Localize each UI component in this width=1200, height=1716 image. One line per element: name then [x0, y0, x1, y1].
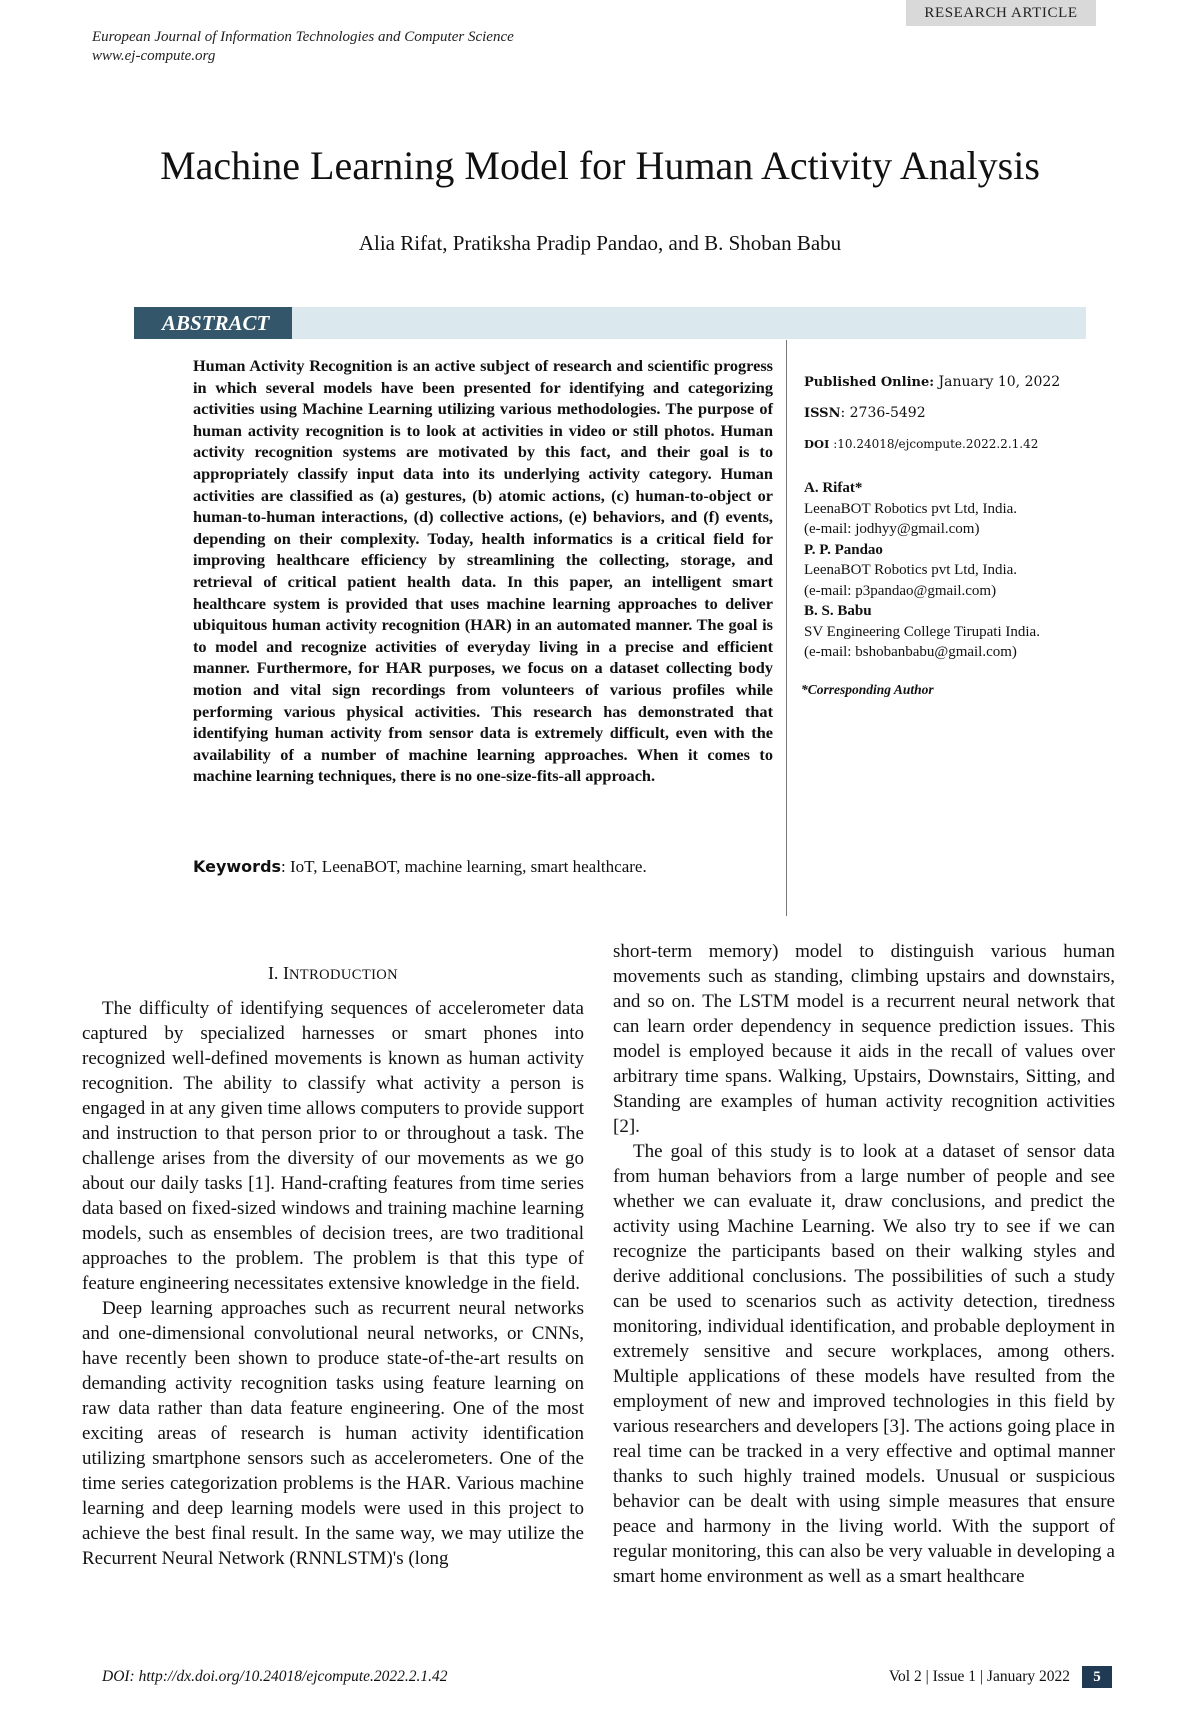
affiliation-org: SV Engineering College Tirupati India.	[804, 623, 1040, 640]
keywords-value: : IoT, LeenaBOT, machine learning, smart healthcare.	[281, 857, 647, 876]
body-paragraph: The goal of this study is to look at a dataset of sensor data from human behaviors from a large number of people and see whether we can evaluate it, draw conclusions, and predict the activity using Machine Learning. We also try to see if we can recognize the participants based on their walking styles and derive additional conclusions. The possibilities of such a study can be used to scenarios such as activity detection, tiredness monitoring, individual identification, and probable deployment in extremely sensitive and secure workplaces, among others. Multiple applications of these models have resulted from the employment of new and improved technologies in this field by various researchers and developers [3]. The actions going place in real time can be tracked in a very effective and optimal manner thanks to such highly trained models. Unusual or suspicious behavior can be dealt with using simple measures that ensure peace and harmony in the living world. With the support of regular monitoring, this can also be very valuable in developing a smart home environment as well as a smart healthcare	[613, 1141, 1115, 1587]
abstract-text: Human Activity Recognition is an active subject of research and scientific progress in which several models have been presented for identifying and categorizing activities using Machine Learning utilizing various methodologies. The purpose of human activity recognition is to look at activities in video or still photos. Human activity recognition systems are motivated by this fact, and their goal is to appropriately classify input data into its underlying activity category. Human activities are classified as (a) gestures, (b) atomic actions, (c) human-to-object or human-to-human interactions, (d) collective actions, (e) behaviors, and (f) events, depending on their complexity. Today, health informatics is a critical field for improving healthcare efficiency by streamlining the collecting, storage, and retrieval of critical patient health data. In this paper, an intelligent smart healthcare system is provided that uses machine learning approaches to deliver ubiquitous human activity recognition (HAR) in an automated manner. The goal is to model and recognize activities of everyday living in a precise and efficient manner. Furthermore, for HAR purposes, we focus on a dataset collecting body motion and vital sign recordings from volunteers of various profiles while performing various physical activities. This research has demonstrated that identifying human activity from sensor data is extremely difficult, even with the availability of a number of machine learning approaches. When it comes to machine learning techniques, there is no one-size-fits-all approach.	[193, 356, 773, 786]
issn	[804, 403, 1104, 424]
journal-url[interactable]: www.ej-compute.org	[92, 48, 216, 64]
published-value: January 10, 2022	[934, 374, 1061, 390]
doi-label: DOI	[804, 437, 830, 451]
published-online	[804, 372, 1104, 393]
doi-value[interactable]: :10.24018/ejcompute.2022.2.1.42	[829, 437, 1039, 451]
footer-doi[interactable]: DOI: http://dx.doi.org/10.24018/ejcompute.2022.2.1.42	[102, 1668, 448, 1685]
page-number: 5	[1082, 1666, 1112, 1688]
affiliation-email[interactable]: (e-mail: p3pandao@gmail.com)	[804, 582, 997, 599]
issn-value: : 2736-5492	[840, 405, 926, 421]
affiliation-org: LeenaBOT Robotics pvt Ltd, India.	[804, 500, 1018, 517]
body-paragraph: Deep learning approaches such as recurrent neural networks and one-dimensional convolutional neural networks, or CNNs, have recently been shown to produce state-of-the-art results on demanding activity recognition tasks using feature learning on raw data rather than data feature engineering. One of the most exciting areas of research is human activity identification utilizing smartphone sensors such as accelerometers. One of the time series categorization problems is the HAR. Various machine learning and deep learning models were used in this project to achieve the best final result. In the same way, we may utilize the Recurrent Neural Network (RNNLSTM)'s (long	[82, 1298, 584, 1569]
doi	[804, 434, 1104, 454]
section-heading-introduction	[82, 962, 584, 986]
issn-label: ISSN	[804, 406, 841, 421]
article-meta	[804, 372, 1104, 464]
section-number: I.	[267, 963, 279, 983]
affiliation-3	[804, 601, 1104, 663]
paper-authors: Alia Rifat, Pratiksha Pradip Pandao, and B. Shoban Babu	[358, 231, 842, 255]
body-paragraph: short-term memory) model to distinguish various human movements such as standing, climbing upstairs and downstairs, and so on. The LSTM model is a recurrent neural network that can learn order dependency in sequence prediction issues. This model is employed because it aids in the recall of values over arbitrary time spans. Walking, Upstairs, Downstairs, Sitting, and Standing are examples of human activity recognition activities [2].	[613, 941, 1115, 1137]
keywords	[193, 856, 647, 878]
keywords-label: Keywords	[193, 857, 282, 876]
author-affiliations	[804, 478, 1104, 663]
body-paragraph: The difficulty of identifying sequences of accelerometer data captured by specialized harnesses or smart phones into recognized well-defined movements is known as human activity recognition. The ability to classify what activity a person is engaged in at any given time allows computers to provide support and instruction to that person prior to or throughout a task. The challenge arises from the diversity of our movements as we go about our daily tasks [1]. Hand-crafting features from time series data based on fixed-sized windows and training machine learning models, such as ensembles of decision trees, are two traditional approaches to the problem. The problem is that this type of feature engineering necessitates extensive knowledge in the field.	[82, 998, 584, 1294]
corresponding-author-note: *Corresponding Author	[801, 682, 934, 697]
journal-name: European Journal of Information Technologies and Computer Science	[92, 29, 514, 45]
abstract-heading: ABSTRACT	[134, 307, 292, 339]
affiliation-email[interactable]: (e-mail: jodhyy@gmail.com)	[804, 521, 980, 537]
article-type-badge: RESEARCH ARTICLE	[906, 0, 1096, 26]
affiliation-name: A. Rifat*	[804, 480, 863, 496]
abstract-divider	[786, 340, 787, 916]
affiliation-email[interactable]: (e-mail: bshobanbabu@gmail.com)	[804, 644, 1017, 660]
body-column-right	[613, 939, 1115, 1589]
published-label: Published Online:	[804, 375, 935, 390]
section-title-initial: I	[282, 963, 289, 983]
footer-volume: Vol 2 | Issue 1 | January 2022	[888, 1668, 1070, 1685]
section-title-rest: NTRODUCTION	[288, 967, 399, 983]
body-column-left	[82, 996, 584, 1571]
affiliation-2	[804, 540, 1104, 602]
affiliation-name: P. P. Pandao	[804, 541, 883, 558]
paper-title: Machine Learning Model for Human Activity Analysis	[160, 143, 1040, 188]
affiliation-org: LeenaBOT Robotics pvt Ltd, India.	[804, 562, 1018, 578]
affiliation-1	[804, 478, 1104, 540]
affiliation-name: B. S. Babu	[804, 603, 872, 619]
journal-header	[92, 28, 514, 66]
